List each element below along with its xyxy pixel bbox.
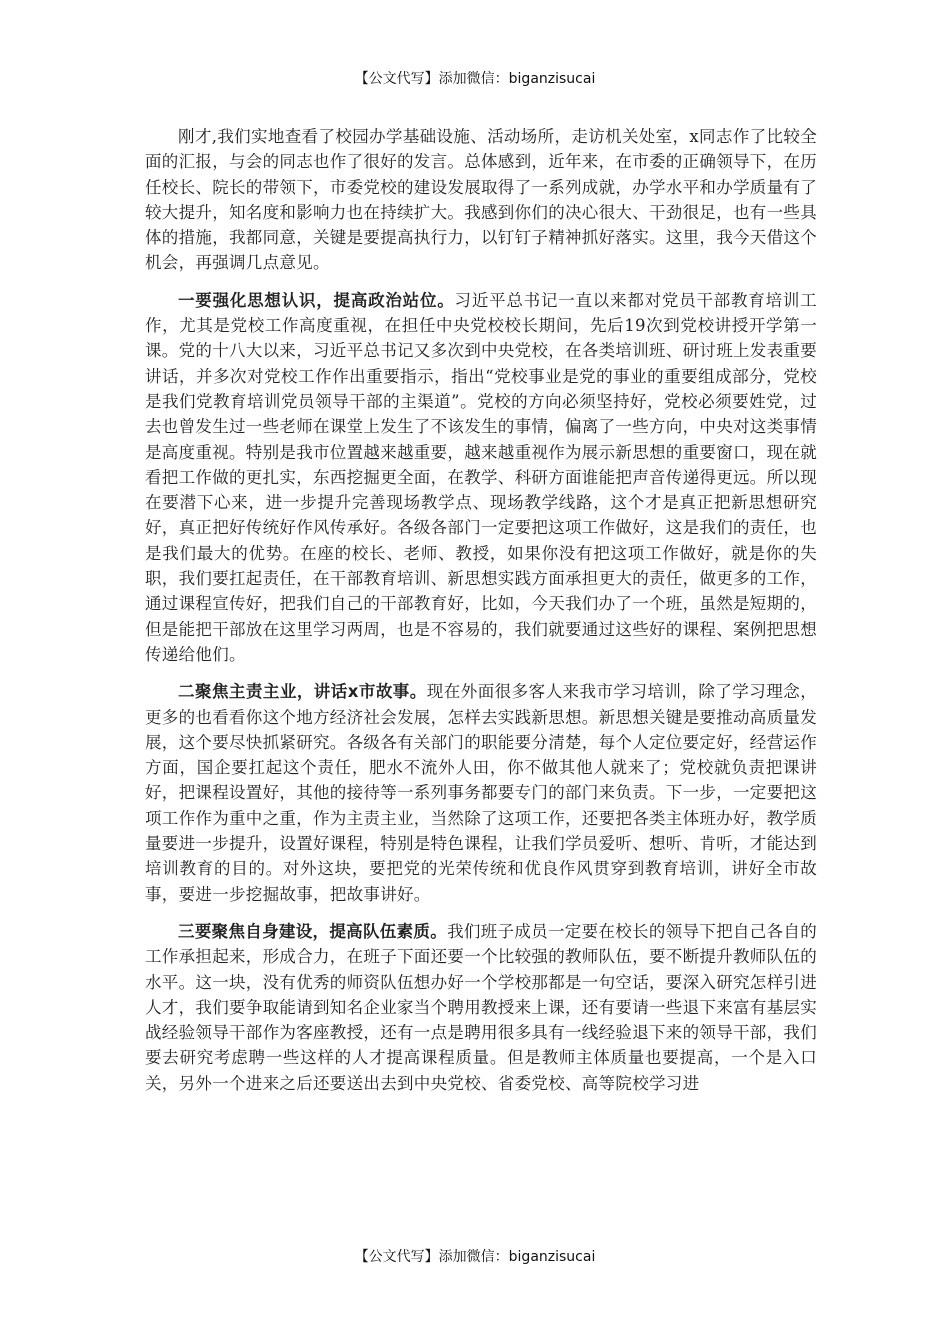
paragraph-text: 刚才,我们实地查看了校园办学基础设施、活动场所，走访机关处室，x同志作了比较全面的汇报，与会的同志也作了很好的发言。总体感到，近年来，在市委的正确领导下，在历任校长、院长的带领下，市委党校的建设发展取得了一系列成就，办学水平和办学质量有了较大提升，知名度和影响力也在持续扩大。我感到你们的决心很大、干劲很足，也有一些具体的措施，我都同意，关键是要提高执行力，以钉钉子精神抓好落实。这里，我今天借这个机会，再强调几点意见。 [145,127,817,273]
paragraph-point-3 [145,919,817,1096]
page-header: 【公文代写】添加微信：biganzisucai [354,71,596,87]
paragraph-intro [145,124,817,276]
paragraph-lead: 一要强化思想认识，提高政治站位。 [178,290,455,310]
paragraph-lead: 三要聚焦自身建设，提高队伍素质。 [178,921,448,941]
document-body [145,124,817,1108]
page-footer: 【公文代写】添加微信：biganzisucai [354,1249,596,1265]
paragraph-point-2 [145,679,817,907]
paragraph-lead: 二聚焦主责主业，讲话x市故事。 [178,682,427,702]
paragraph-point-1 [145,288,817,667]
paragraph-text: 现在外面很多客人来我市学习培训，除了学习理念，更多的也看看你这个地方经济社会发展，怎样去实践新思想。新思想关键是要推动高质量发展，这个要尽快抓紧研究。各级各有关部门的职能要分清楚，每个人定位要定好，经营运作方面，国企要扛起这个责任，肥水不流外人田，你不做其他人就来了；党校就负责把课讲好，把课程设置好，其他的接待等一系列事务都要专门的部门来负责。下一步，一定要把这项工作作为重中之重，作为主责主业，当然除了这项工作，还要把各类主体班办好，教学质量要进一步提升，设置好课程，特别是特色课程，让我们学员爱听、想听、肯听，才能达到培训教育的目的。对外这块，要把党的光荣传统和优良作风贯穿到教育培训，讲好全市故事，要进一步挖掘故事，把故事讲好。 [145,682,817,904]
paragraph-text: 我们班子成员一定要在校长的领导下把自己各自的工作承担起来，形成合力，在班子下面还要一个比较强的教师队伍，要不断提升教师队伍的水平。这一块，没有优秀的师资队伍想办好一个学校那都是一句空话，要深入研究怎样引进人才，我们要争取能请到知名企业家当个聘用教授来上课，还有要请一些退下来富有基层实战经验领导干部作为客座教授，还有一点是聘用很多具有一线经验退下来的领导干部，我们要去研究考虑聘一些这样的人才提高课程质量。但是教师主体质量也要提高，一个是入口关，另外一个进来之后还要送出去到中央党校、省委党校、高等院校学习进 [145,921,817,1093]
paragraph-text: 习近平总书记一直以来都对党员干部教育培训工作，尤其是党校工作高度重视，在担任中央党校校长期间，先后19次到党校讲授开学第一课。党的十八大以来，习近平总书记又多次到中央党校，在各类培训班、研讨班上发表重要讲话，并多次对党校工作作出重要指示，指出“党校事业是党的事业的重要组成部分，党校是我们党教育培训党员领导干部的主渠道”。党校的方向必须坚持好，党校必须要姓党，过去也曾发生过一些老师在课堂上发生了不该发生的事情，偏离了一些方向，中央对这类事情是高度重视。特别是我市位置越来越重要，越来越重视作为展示新思想的重要窗口，现在就看把工作做的更扎实，东西挖掘更全面，在教学、科研方面谁能把声音传递得更远。所以现在要潜下心来，进一步提升完善现场教学点、现场教学线路，这个才是真正把新思想研究好，真正把好传统好作风传承好。各级各部门一定要把这项工作做好，这是我们的责任，也是我们最大的优势。在座的校长、老师、教授，如果你没有把这项工作做好，就是你的失职，我们要扛起责任，在干部教育培训、新思想实践方面承担更大的责任，做更多的工作，通过课程宣传好，把我们自己的干部教育好，比如，今天我们办了一个班，虽然是短期的，但是能把干部放在这里学习两周，也是不容易的，我们就要通过这些好的课程、案例把思想传递给他们。 [145,290,817,664]
